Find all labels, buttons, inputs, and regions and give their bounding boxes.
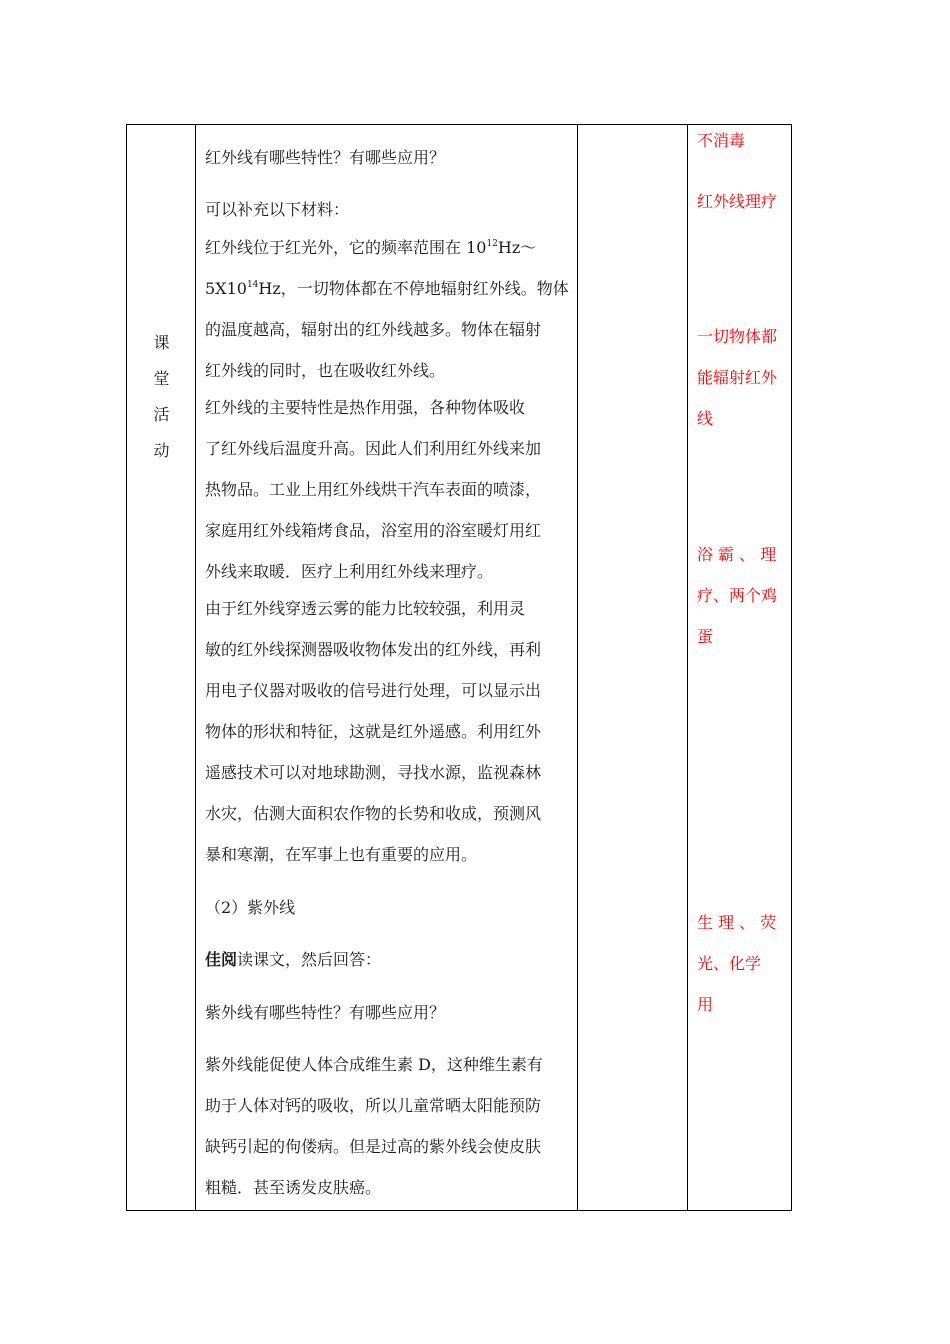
text-line: 用电子仪器对吸收的信号进行处理，可以显示出 xyxy=(205,681,542,700)
text-line: 敏的红外线探测器吸收物体发出的红外线，再利 xyxy=(205,640,542,659)
note-line: 生 理 、 荧 xyxy=(697,913,777,932)
note-line: 一切物体都 xyxy=(697,327,778,346)
text-line: 紫外线有哪些特性？有哪些应用？ xyxy=(205,1003,446,1022)
text-line: 可以补充以下材料： xyxy=(205,200,350,219)
text-line xyxy=(205,276,569,299)
note-line: 浴 霸 、 理 xyxy=(697,545,777,564)
section-label-char: 课 xyxy=(153,333,170,352)
superscript: 14 xyxy=(246,280,259,290)
text-line: 的温度越高，辐射出的红外线越多。物体在辐射 xyxy=(205,320,542,339)
text-line: 粗糙．甚至诱发皮肤癌。 xyxy=(205,1178,382,1197)
text-line-part: 红外线位于红光外，它的频率范围在 10 xyxy=(205,238,487,257)
section-label-char: 堂 xyxy=(153,369,170,388)
note-line: 光、化学 xyxy=(697,954,762,973)
text-line: 红外线的同时，也在吸收红外线。 xyxy=(205,361,446,380)
text-line: 遥感技术可以对地球勘测，寻找水源，监视森林 xyxy=(205,763,542,782)
column-divider xyxy=(577,125,578,1210)
note-line: 线 xyxy=(697,409,714,428)
section-label-char: 动 xyxy=(153,441,170,460)
column-divider xyxy=(687,125,688,1210)
note-line: 不消毒 xyxy=(697,131,746,150)
lesson-table xyxy=(126,124,792,1211)
text-line: 助于人体对钙的吸收，所以儿童常晒太阳能预防 xyxy=(205,1096,542,1115)
text-line: 热物品。工业上用红外线烘干汽车表面的喷漆， xyxy=(205,480,542,499)
note-line: 能辐射红外 xyxy=(697,368,778,387)
text-line: 缺钙引起的佝偻病。但是过高的紫外线会使皮肤 xyxy=(205,1137,542,1156)
text-line-part: Hz～ xyxy=(497,238,537,257)
note-line: 红外线理疗 xyxy=(697,192,778,211)
text-line: 外线来取暖．医疗上利用红外线来理疗。 xyxy=(205,562,494,581)
text-line xyxy=(205,235,536,258)
text-line: 由于红外线穿透云雾的能力比较较强，利用灵 xyxy=(205,599,526,618)
text-line: 紫外线能促使人体合成维生素 D，这种维生素有 xyxy=(205,1055,543,1074)
text-line: （2）紫外线 xyxy=(205,898,296,917)
text-line-part: 佳阅 xyxy=(205,950,238,969)
text-line: 物体的形状和特征，这就是红外遥感。利用红外 xyxy=(205,722,542,741)
superscript: 12 xyxy=(486,239,498,249)
text-line: 家庭用红外线箱烤食品，浴室用的浴室暖灯用红 xyxy=(205,521,542,540)
text-line xyxy=(205,947,381,970)
text-line-part: 读课文，然后回答： xyxy=(237,950,382,969)
note-line: 用 xyxy=(697,995,714,1014)
note-line: 疗、两个鸡 xyxy=(697,586,778,605)
text-line: 了红外线后温度升高。因此人们利用红外线来加 xyxy=(205,439,542,458)
text-line: 红外线有哪些特性？有哪些应用？ xyxy=(205,148,446,167)
text-line: 水灾，估测大面积农作物的长势和收成，预测风 xyxy=(205,804,542,823)
text-line-part: Hz，一切物体都在不停地辐射红外线。物体 xyxy=(258,279,569,298)
note-line: 蛋 xyxy=(697,627,714,646)
section-label xyxy=(127,325,196,469)
text-line: 红外线的主要特性是热作用强，各种物体吸收 xyxy=(205,398,526,417)
text-line-part: 5X10 xyxy=(205,279,247,298)
column-divider xyxy=(195,125,196,1210)
text-line: 暴和寒潮，在军事上也有重要的应用。 xyxy=(205,845,478,864)
section-label-char: 活 xyxy=(153,405,170,424)
